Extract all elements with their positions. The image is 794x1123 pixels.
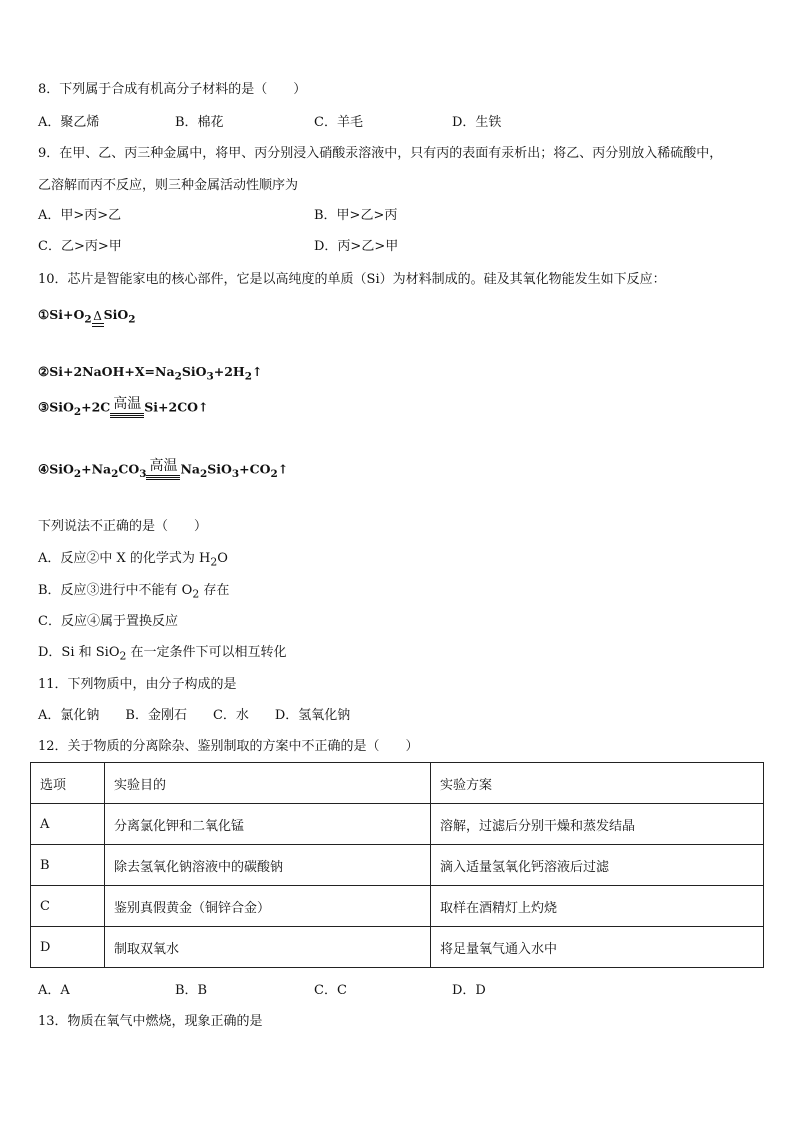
table-cell: 溶解，过滤后分别干燥和蒸发结晶 [431, 804, 764, 845]
q9-option-a: A．甲>丙>乙 [38, 208, 122, 223]
q12-option-c: C．C [314, 983, 347, 998]
reaction-4-condition: 高温 [149, 458, 178, 474]
table-header-cell: 实验方案 [431, 763, 764, 804]
q10-option-b [38, 582, 229, 604]
sub: 2 [84, 313, 92, 326]
reaction-1 [38, 306, 136, 329]
q10-option-a [38, 550, 228, 572]
sub: 2 [111, 468, 119, 480]
table-cell: C [31, 886, 105, 927]
q9-option-b: B．甲>乙>丙 [314, 208, 398, 223]
reaction-2-d: ↑ [251, 364, 263, 379]
table-header-cell: 选项 [31, 763, 105, 804]
reaction-4-left: ④SiO [38, 461, 74, 477]
reaction-4-left-c: CO [118, 461, 140, 477]
reaction-1-condition: Δ [93, 308, 102, 323]
table-cell: 鉴别真假黄金（铜锌合金） [105, 886, 431, 927]
q10-stem: 10．芯片是智能家电的核心部件，它是以高纯度的单质（Si）为材料制成的。硅及其氧化物能发生如下反应： [38, 272, 666, 287]
sub: 2 [244, 370, 252, 383]
q9-stem-line1: 9．在甲、乙、丙三种金属中，将甲、丙分别浸入硝酸汞溶液中，只有丙的表面有汞析出；将乙、丙分别放入稀硫酸中， [38, 146, 723, 161]
sub: 2 [210, 555, 218, 569]
q10-option-d-text: D．Si 和 SiO [38, 645, 120, 660]
q10-option-d [38, 644, 287, 666]
q10-option-b-tail: 存在 [199, 583, 230, 598]
q9-stem-line2: 乙溶解而丙不反应，则三种金属活动性顺序为 [38, 178, 299, 193]
sub: 2 [73, 406, 82, 418]
q8-option-b: B．棉花 [175, 115, 224, 130]
q10-option-b-text: B．反应③进行中不能有 O [38, 583, 193, 598]
sub: 3 [231, 468, 240, 480]
reaction-1-number: ① [38, 307, 50, 322]
q12-stem: 12．关于物质的分离除杂、鉴别制取的方案中不正确的是（ ） [38, 739, 419, 754]
reaction-4 [38, 458, 288, 483]
reaction-3-condition: 高温 [113, 396, 142, 412]
reaction-2-b: SiO [181, 364, 207, 379]
table-row [31, 927, 764, 968]
reaction-3 [38, 396, 209, 421]
q8-option-c: C．羊毛 [314, 115, 363, 130]
reaction-2-c: +2H [213, 364, 245, 379]
reaction-1-left: Si+O [49, 307, 85, 322]
reaction-2 [38, 363, 262, 386]
reaction-1-right: SiO [103, 307, 129, 322]
q8-stem: 8．下列属于合成有机高分子材料的是（ ） [38, 82, 307, 97]
reaction-4-right-d: ↑ [277, 461, 289, 477]
q10-option-d-tail: 在一定条件下可以相互转化 [126, 645, 287, 660]
reaction-4-left-b: +Na [81, 461, 112, 477]
sub: 2 [174, 370, 182, 383]
sub: 2 [192, 587, 200, 601]
sub: 2 [128, 313, 136, 326]
q12-option-a: A．A [38, 983, 70, 998]
q13-stem: 13．物质在氧气中燃烧，现象正确的是 [38, 1014, 263, 1029]
q10-option-a-text: A．反应②中 X 的化学式为 H [38, 551, 211, 566]
q8-option-d: D．生铁 [452, 115, 502, 130]
q11-options: A．氯化钠 B．金刚石 C．水 D．氢氧化钠 [38, 708, 351, 723]
table-cell: A [31, 804, 105, 845]
reaction-3-left-b: +2C [81, 399, 111, 415]
q10-ask: 下列说法不正确的是（ ） [38, 519, 208, 534]
q8-option-a: A．聚乙烯 [38, 115, 100, 130]
reaction-4-right-c: +CO [239, 461, 271, 477]
sub: 3 [206, 370, 214, 383]
q11-stem: 11．下列物质中，由分子构成的是 [38, 677, 237, 692]
table-cell: 取样在酒精灯上灼烧 [431, 886, 764, 927]
sub: 3 [139, 468, 147, 480]
table-header-cell: 实验目的 [105, 763, 431, 804]
table-row [31, 845, 764, 886]
table-header-row [31, 763, 764, 804]
reaction-4-right: Na [180, 461, 200, 477]
reaction-3-left: ③SiO [38, 399, 74, 415]
sub: 2 [270, 468, 278, 480]
q12-option-d: D．D [452, 983, 486, 998]
q12-table [30, 762, 764, 968]
q9-option-d: D．丙>乙>甲 [314, 239, 399, 254]
sub: 2 [73, 468, 82, 480]
sub: 2 [119, 649, 127, 663]
table-row [31, 804, 764, 845]
q10-option-a-tail: O [217, 551, 228, 566]
table-cell: D [31, 927, 105, 968]
q10-option-c: C．反应④属于置换反应 [38, 614, 178, 629]
table-cell: 滴入适量氢氧化钙溶液后过滤 [431, 845, 764, 886]
table-cell: 将足量氧气通入水中 [431, 927, 764, 968]
q9-option-c: C．乙>丙>甲 [38, 239, 122, 254]
table-cell: 除去氢氧化钠溶液中的碳酸钠 [105, 845, 431, 886]
reaction-2-a: ②Si+2NaOH+X=Na [38, 364, 175, 379]
reaction-3-right: Si+2CO↑ [144, 399, 209, 415]
table-cell: 分离氯化钾和二氧化锰 [105, 804, 431, 845]
table-cell: B [31, 845, 105, 886]
sub: 2 [200, 468, 208, 480]
table-cell: 制取双氧水 [105, 927, 431, 968]
table-row [31, 886, 764, 927]
q12-option-b: B．B [175, 983, 208, 998]
reaction-4-right-b: SiO [207, 461, 232, 477]
